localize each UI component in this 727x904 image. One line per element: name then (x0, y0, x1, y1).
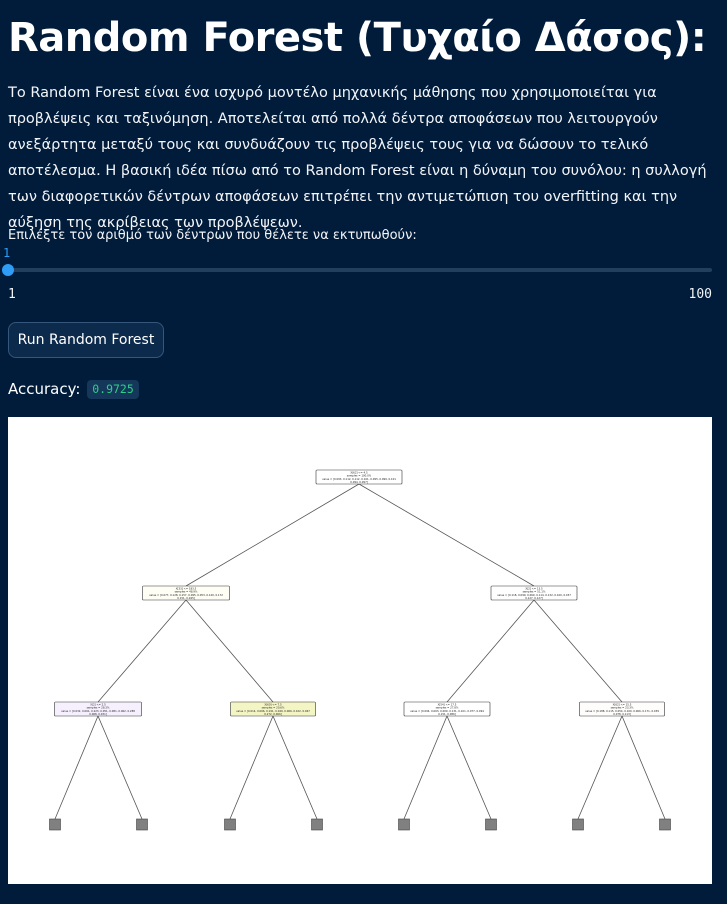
decision-tree-svg (8, 417, 712, 884)
tree-node-text: samples = 28.3% (86, 706, 110, 710)
tree-leaf (137, 819, 148, 830)
tree-node-text: value = [0.032, 0.061, 0.223, 0.051, 0.081, 0.062, 0.288 (61, 709, 135, 713)
tree-edge (404, 716, 447, 819)
tree-node-text: 0.151, 0.045] (177, 597, 195, 600)
tree-leaf (573, 819, 584, 830)
tree-node-text: samples = 100.0% (346, 474, 372, 478)
tree-node-text: value = [0.094, 0.063, 0.009, 0.131, 0.101, 0.077, 0.094 (410, 709, 484, 713)
tree-node (55, 702, 142, 716)
page-title: Random Forest (Τυχαίο Δάσος): (8, 15, 707, 61)
tree-node-text: value = [0.118, 0.099, 0.069, 0.114, 0.132, 0.100, 0.037 (497, 593, 571, 597)
tree-node-text: X[2] <= 2.5 (90, 703, 106, 707)
tree-node-text: X[2] <= 13.5 (525, 587, 543, 591)
tree-node-text: samples = 27.8% (435, 706, 459, 710)
run-random-forest-button[interactable]: Run Random Forest (8, 322, 164, 358)
tree-edge (98, 716, 142, 819)
tree-node-text: 0.272, 0.066] (264, 713, 282, 716)
accuracy-label: Accuracy: (8, 380, 81, 398)
slider-label: Επιλέξτε τον αριθμό των δέντρων που θέλετε να εκτυπωθούν: (8, 228, 417, 243)
tree-edge (55, 716, 98, 819)
tree-edge (186, 600, 273, 702)
tree-node (231, 702, 316, 716)
tree-leaf (660, 819, 671, 830)
tree-edge (230, 716, 273, 819)
slider-min-label: 1 (8, 287, 16, 302)
slider-value: 1 (3, 246, 11, 260)
tree-edge (186, 484, 359, 586)
tree-node (580, 702, 665, 716)
tree-node-text: value = [0.188, 0.115, 0.054, 0.100, 0.066, 0.171, 0.039 (585, 709, 659, 713)
tree-leaf (312, 819, 323, 830)
tree-edge (447, 716, 491, 819)
decision-tree-plot (8, 417, 712, 884)
tree-node-text: value = [0.093, 0.112, 0.112, 0.101, 0.095, 0.099, 0.101 (322, 477, 396, 481)
tree-node-text: X[33] <= 183.5 (175, 587, 197, 591)
tree-node-text: 0.127, 0.127] (525, 597, 543, 600)
tree-node-text: samples = 51.1% (522, 590, 546, 594)
tree-node (316, 470, 402, 484)
tree-count-slider-thumb[interactable] (2, 264, 14, 276)
tree-edge (622, 716, 665, 819)
tree-node (404, 702, 490, 716)
tree-node-text: 0.078, 0.113] (613, 713, 631, 716)
tree-edge (98, 600, 186, 702)
tree-node-text: 0.151, 0.086] (438, 713, 456, 716)
tree-node-text: 0.094, 0.097] (350, 481, 368, 484)
tree-node-text: X[54] <= 17.5 (437, 703, 457, 707)
tree-node-text: X[62] <= 15.5 (612, 703, 632, 707)
tree-edge (447, 600, 534, 702)
tree-node-text: samples = 48.9% (174, 590, 198, 594)
tree-node-text: value = [0.014, 0.066, 0.191, 0.049, 0.066, 0.102, 0.067 (236, 709, 310, 713)
tree-node (143, 586, 230, 600)
accuracy-row (8, 378, 139, 400)
tree-node (491, 586, 577, 600)
tree-leaf (486, 819, 497, 830)
tree-node-text: 0.068, 0.031] (89, 713, 107, 716)
tree-leaf (225, 819, 236, 830)
tree-edge (534, 600, 622, 702)
tree-node-text: X[60] <= 7.5 (264, 703, 282, 707)
tree-node-text: samples = 23.3% (610, 706, 634, 710)
intro-paragraph: Το Random Forest είναι ένα ισχυρό μοντέλο μηχανικής μάθησης που χρησιμοποιείται για προβλέψεις και ταξινόμηση. Αποτελείται από πολλά δέντρα αποφάσεων που λειτουργούν ανεξάρτητα μεταξύ τους και συνδυάζουν τις προβλέψεις τους για να δώσουν το τελικό αποτέλεσμα. Η βασική ιδέα πίσω από το Random Forest είναι η δύναμη του συνόλου: η συλλογή των διαφορετικών δέντρων αποφάσεων επιτρέπει την αντιμετώπιση του overfitting και την αύξηση της ακρίβειας των προβλέψεων. (8, 85, 707, 231)
accuracy-value: 0.9725 (87, 380, 139, 399)
tree-node-text: samples = 20.6% (261, 706, 285, 710)
tree-count-slider-track[interactable] (8, 268, 712, 272)
tree-leaf (399, 819, 410, 830)
tree-node-text: value = [0.077, 0.128, 0.157, 0.095, 0.053, 0.120, 0.172 (149, 593, 223, 597)
tree-edge (578, 716, 622, 819)
tree-edge (359, 484, 534, 586)
tree-leaf (50, 819, 61, 830)
tree-node-text: X[62] <= 4.5 (350, 471, 368, 475)
tree-edge (273, 716, 317, 819)
slider-max-label: 100 (688, 287, 712, 302)
